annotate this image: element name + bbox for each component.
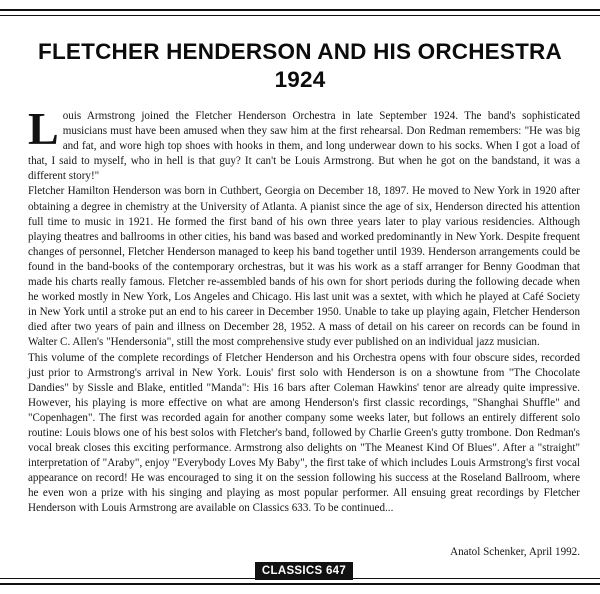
paragraph-3: This volume of the complete recordings of Fletcher Henderson and his Orchestra opens with four obscure sides, recorded just prior to Armstrong's arrival in New York. Louis' first solo with Henderson is on a showtune from "The Chocolate Dandies" by Sissle and Blake, entitled "Manda": His 16 bars after Coleman Hawkins' tenor are already quite impressive. However, his playing is more effective on what are among Henderson's first classic recordings, "Shanghai Shuffle" and "Copenhagen". The first was recorded again for another company some weeks later, but follows an entirely different solo routine: Louis blows one of his best solos with Fletcher's band, followed by Charlie Green's gutty trombone. Don Redman's vocal break closes this exciting performance. Armstrong also delights on "The Meanest Kind Of Blues". After a "straight" interpretation of "Araby", enjoy "Everybody Loves My Baby", the first take of which includes Louis Armstrong's first vocal appearance on record! He was encouraged to sing it on the session following his success at the Roseland Ballroom, where he even won a prize with his singing and playing as most popular performer. All ensuing great recordings by Fletcher Henderson with Louis Armstrong are available on Classics 633. To be continued... xyxy=(28,351,580,515)
liner-notes-body xyxy=(28,103,580,517)
bottom-border-rule xyxy=(0,583,600,585)
bottom-border-rule-thin xyxy=(0,578,600,579)
title-line-2: 1924 xyxy=(274,67,326,92)
paragraph-1-text: ouis Armstrong joined the Fletcher Henderson Orchestra in late September 1924. The band's sophisticated musicians must have been amused when they saw him at the first rehearsal. Don Redman remembers: "He was big and fat, and wore high top shoes with hooks in them, and long underwear down to his socks. When I got a load of that, I said to myself, who in hell is that guy? It can't be Louis Armstrong. But when he got on the bandstand, it was a different story!" xyxy=(28,110,580,183)
drop-cap: L xyxy=(28,103,59,154)
top-border-rule-thin xyxy=(0,15,600,16)
author-signature: Anatol Schenker, April 1992. xyxy=(450,546,580,558)
top-border-rule xyxy=(0,9,600,11)
catalog-badge: CLASSICS 647 xyxy=(255,562,353,580)
paragraph-2: Fletcher Hamilton Henderson was born in Cuthbert, Georgia on December 18, 1897. He moved to New York in 1920 after obtaining a degree in chemistry at the University of Atlanta. A pianist since the age of six, Henderson directed his attention full time to music in 1921. He formed the first band of his own three years later to play various residencies. Although playing theatres and ballrooms in other cities, his band was based and worked predominantly in New York. Despite frequent changes of personnel, Fletcher Henderson managed to keep his band together until 1939. Henderson arrangements could be found in the band-books of the contemporary orchestras, but it was his work as a staff arranger for Benny Goodman that made his charts really famous. Fletcher re-assembled bands of his own for short periods during the following decade when he worked mostly in New York, Los Angeles and Chicago. His last unit was a sextet, with which he played at Café Society in New York until a stroke put an end to his career in December 1950. Unable to take up playing again, Fletcher Henderson died after two years of pain and illness on December 28, 1952. A mass of detail on his career on records can be found in Walter C. Allen's "Hendersonia", still the most comprehensive study ever published on an individual jazz musician. xyxy=(28,185,580,349)
page-title xyxy=(0,38,600,94)
title-line-1: FLETCHER HENDERSON AND HIS ORCHESTRA xyxy=(38,39,562,64)
paragraph-1 xyxy=(28,103,580,184)
